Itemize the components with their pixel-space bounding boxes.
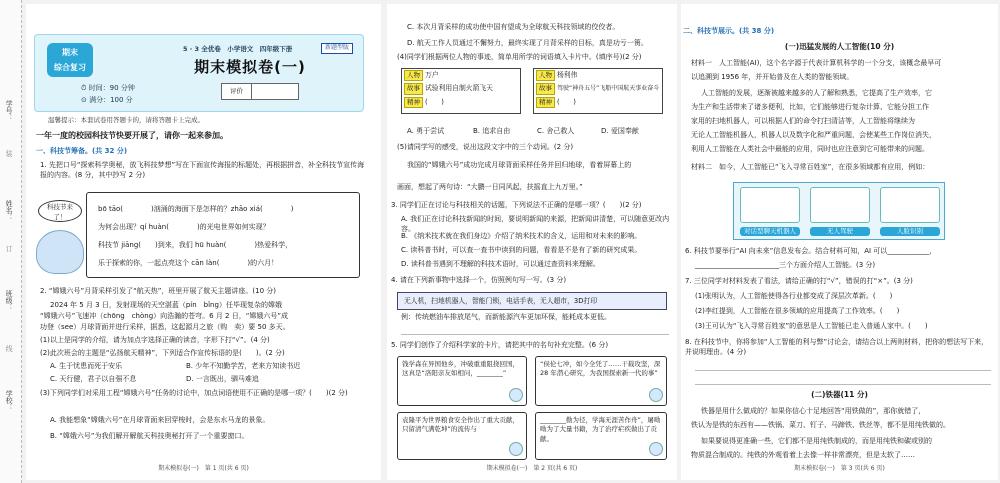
q7-item-3[interactable]: (3)王可认为“飞入寻常百姓家”的意思是人工智能已走入普通人家中。( ) bbox=[695, 322, 928, 330]
ai-examples-panel bbox=[733, 182, 945, 240]
q5-body-1: 我国的“嫦娥六号”成功完成月球背面采样任务并回归地球，看着屏幕上的 bbox=[407, 161, 632, 169]
name-label: 姓名： bbox=[5, 200, 14, 221]
q3-option-c[interactable]: C. 读科普书时，可以查一查书中读到的问题，看看是不是有了新的研究成果。 bbox=[401, 246, 642, 254]
question-7: 7. 三位同学对材料发表了看法，请给正确的打“√”，错误的打“×”。(3 分) bbox=[685, 277, 913, 285]
face-recognition-label: 人脸识别 bbox=[880, 227, 940, 236]
card-option-d[interactable]: D. 爱国奉献 bbox=[601, 127, 639, 135]
question-2: 2. “嫦娥六号”月背采样引发了“航天热”，班里开展了航天主题讲座。(10 分) bbox=[40, 287, 277, 295]
scientist-card-3-text[interactable]: 袁隆平为世界粮食安全作出了重大贡献，只留清气满乾坤”的流传与 bbox=[402, 416, 519, 434]
clock-icon-time: ⏱ 时间：90 分钟 bbox=[81, 84, 135, 92]
class-label: 班级： bbox=[5, 290, 14, 311]
iron-line-1: 铁器是用什么做成的？如果你信心十足地回答“用铁做的”，那你就错了， bbox=[701, 407, 926, 415]
card-b-spirit-blank[interactable]: ( ) bbox=[557, 97, 576, 106]
question-1: 1. 先把口号“探索科学奥秘，放飞科技梦想”写在下面宣传海报的标题处，再根据拼音，补全科技节宣传海报的内容。(8 分，其中抄写 2 分) bbox=[40, 161, 365, 180]
q2-part-3: (3)下列同学们对采用工程“嫦娥六号”任务的讨论中，加点词语使用不正确的是哪一项？( )(2 分) bbox=[40, 389, 348, 397]
question-6-cont[interactable]: ________________________三个方面介绍人工智能。(3 分) bbox=[695, 261, 876, 269]
q2-3-option-a[interactable]: A. 我能想象“嫦娥六号”在月球背面来回穿梭时，会是东水马龙的景象。 bbox=[50, 416, 270, 424]
evaluation-box[interactable] bbox=[221, 83, 299, 100]
q7-item-1[interactable]: (1)张明认为，人工智能使得各行业都变成了深层次革新。( ) bbox=[695, 292, 893, 300]
answer-line[interactable] bbox=[401, 334, 669, 335]
scientist-card-4 bbox=[535, 412, 667, 460]
person-card-b bbox=[533, 68, 663, 114]
q2-body-1: 2024 年 5 月 3 日，发射现场的天空湛蓝（pín bǐng）任毕现复杂的嫦娥 bbox=[50, 301, 282, 309]
poster-line-3[interactable]: 科技节 jiāng( )到来，我们 hū huàn( )热爱科学， bbox=[98, 241, 293, 249]
question-3: 3. 同学们正在讨论与科技相关的话题，下列说法不正确的是哪一项？( )(2 分) bbox=[391, 201, 642, 209]
page-3-footer: 期末模拟卷(一) 第 3 页(共 6 页) bbox=[794, 465, 885, 473]
exam-title: 期末模拟卷(一) bbox=[194, 58, 306, 76]
question-8: 8. 在科技节中，你将参加“人工智能的利与弊”讨论会，请结合以上两则材料，把你的想法写下来，并说明理由。(4 分) bbox=[685, 338, 989, 357]
q2-option-c[interactable]: C. 天行健，君子以自强不息 bbox=[50, 375, 137, 383]
q2-option-d[interactable]: D. 一言既出，驷马难追 bbox=[186, 375, 259, 383]
poster-line-4[interactable]: 乐于探索的你，一起点亮这个 cān làn( )的六月！ bbox=[98, 259, 279, 267]
scientist-avatar-icon bbox=[649, 388, 663, 402]
card-b-deed-label: 故事 bbox=[536, 83, 555, 94]
scientist-card-1 bbox=[397, 356, 527, 406]
exam-page-2 bbox=[387, 4, 677, 480]
time-limit: 时间：90 分钟 bbox=[88, 84, 135, 92]
question-5: 5. 同学们创作了介绍科学家的卡片，请把其中的名句补充完整。(6 分) bbox=[391, 341, 609, 349]
q2-3-option-c[interactable]: C. 本次月背采样的成功使中国有望成为全球航天科技领域的佼佼者。 bbox=[407, 23, 620, 31]
q3-option-b[interactable]: B. 《纳米技术就在我们身边》介绍了纳米技术的含义，运用和对未来的影响。 bbox=[401, 232, 642, 240]
school-label: 学校： bbox=[5, 390, 14, 411]
material-1-line-1: 材料一 人工智能(AI)，这个名字源于代表计算机科学的一个分支，该概念最早可 bbox=[691, 59, 942, 67]
q2-body-2: “嫦娥六号”飞速冲（chōng chòng）向浩瀚的苍穹。6 月 2 日，“嫦娥六号”成 bbox=[40, 312, 288, 320]
q2-part-1: (1)以上是同学的介绍，请为加点字选择正确的读音，字形下打“√”。(4 分) bbox=[40, 336, 270, 344]
card-option-c[interactable]: C. 舍己救人 bbox=[537, 127, 575, 135]
card-option-a[interactable]: A. 勇于尝试 bbox=[407, 127, 445, 135]
section-1-title: 一、科技节筹备。(共 32 分) bbox=[36, 147, 128, 155]
section-2-title: 二、科技节展示。(共 38 分) bbox=[683, 27, 775, 35]
scientist-avatar-icon bbox=[509, 442, 523, 456]
poster-line-2[interactable]: 为何会出现？qí huàn( )的光电世界如何实现？ bbox=[98, 223, 270, 231]
material-2-line: 材料二 如今，人工智能已“飞入寻常百姓家”，在很多领域都有应用，例如： bbox=[691, 163, 930, 171]
page-2-footer: 期末模拟卷(一) 第 2 页(共 6 页) bbox=[486, 465, 578, 473]
q2-part-4: (4)同学们根据两位人物的事迹，简单用所学的词语填入卡片中。(填序号)(2 分) bbox=[397, 53, 642, 61]
material-1-line-4: 为生产和生活带来了诸多便利，比如，它们能够进行复杂计算、它能分担工作 bbox=[691, 103, 929, 111]
exam-page-1 bbox=[26, 4, 381, 480]
lead-sentence: 一年一度的校园科技节快要开展了，请你一起来参加。 bbox=[36, 131, 228, 140]
card-option-b[interactable]: B. 追求自由 bbox=[473, 127, 511, 135]
new-things-box: 无人机，扫地机器人，智能门锁，电话手表，无人超市，3D打印 bbox=[397, 292, 667, 310]
bubble-line-2: 了！ bbox=[53, 213, 67, 221]
full-score: 满分：100 分 bbox=[89, 96, 133, 104]
material-1-line-3: 人工智能的发展，逐渐被越来越多的人了解和熟悉，它提高了生产效率，它 bbox=[701, 89, 932, 97]
card-a-name-label: 人物 bbox=[404, 70, 423, 81]
answer-line[interactable] bbox=[695, 370, 991, 371]
scientist-avatar-icon bbox=[509, 388, 523, 402]
scientist-card-4-text[interactable]: ________勤为径，学海无涯苦作舟”，屠呦呦为了大量书籍，为了治疗疟疾做出了贡献。 bbox=[540, 416, 661, 443]
face-recognition-icon bbox=[880, 187, 940, 223]
tear-label-2: 订 bbox=[5, 245, 14, 252]
card-a-deed: 试验利用自制火箭飞天 bbox=[425, 84, 493, 93]
card-b-name-label: 人物 bbox=[536, 70, 555, 81]
rocket-icon bbox=[36, 230, 84, 274]
score-info: ⊙ 满分：100 分 bbox=[81, 96, 133, 104]
q3-option-a[interactable]: A. 我们正在讨论科技新闻的时间，要说明新闻的来源，把新闻讲清楚，可以随意更改内容。 bbox=[401, 215, 670, 234]
card-b-deed: 驾驶“神舟五号”飞船中国航天事业奋斗 bbox=[557, 85, 660, 93]
iron-line-3: 如果要说得更准确一些，它们都不是用纯铁制成的，而是用纯铁和碳或别的 bbox=[701, 437, 932, 445]
book-info: 5 · 3 全优卷 小学语文 四年级下册 bbox=[183, 45, 293, 53]
notice: 温馨提示：本套试卷用答题卡的，请将答题卡上完成。 bbox=[48, 116, 204, 124]
passage-1-title: (一)迅猛发展的人工智能(10 分) bbox=[784, 42, 895, 51]
self-driving-icon bbox=[810, 187, 870, 223]
q3-option-d[interactable]: D. 读科普书遇到不理解的科技术语时，可以通过查资料来理解。 bbox=[401, 260, 600, 268]
material-1-line-2: 以追溯到 1956 年，并开始普及在人类的智能领域。 bbox=[691, 73, 854, 81]
poster-speech-bubble bbox=[38, 200, 82, 222]
q5-body-2: 画面，想起了两句诗：“大鹏一日同风起，扶摇直上九万里。” bbox=[397, 183, 583, 191]
binding-margin bbox=[0, 0, 22, 483]
scientist-card-2-text[interactable]: “侯伦七冲，如今全凭了……干载攻坚，深 28 年潜心研究，为我国探索新一代的事” bbox=[540, 360, 661, 378]
passage-2-title: (二)铁器(11 分) bbox=[811, 390, 868, 399]
card-a-deed-label: 故事 bbox=[404, 83, 423, 94]
badge-line-1: 期末 bbox=[62, 48, 78, 57]
student-id-label: 学号： bbox=[5, 100, 14, 121]
answer-line[interactable] bbox=[695, 384, 991, 385]
q2-body-3: 功登（see）月球背面并进行采样，据悉，这起源月之旅（购 卖）要 50 多天。 bbox=[40, 323, 290, 331]
scientist-card-2 bbox=[535, 356, 667, 406]
scientist-card-3 bbox=[397, 412, 527, 460]
self-driving-label: 无人驾驶 bbox=[810, 227, 870, 236]
page-1-footer: 期末模拟卷(一) 第 1 页(共 6 页) bbox=[158, 465, 249, 473]
header-banner bbox=[34, 34, 364, 112]
bubble-line-1: 科技节来 bbox=[47, 203, 73, 211]
scientist-card-1-text[interactable]: 钱学森在异国他乡，冲破重重阻挠回国，这真是“洛阳亲友如相问，________” bbox=[402, 360, 519, 378]
poster-line-1[interactable]: bō tāo( )汹涌的海面下是怎样的？zhāo xiá( ) bbox=[98, 205, 294, 213]
card-b-name: 杨利伟 bbox=[557, 71, 578, 79]
chatbot-label: 对话型聊天机器人 bbox=[740, 227, 800, 236]
exam-page-3 bbox=[681, 4, 998, 480]
card-a-spirit-label: 精神 bbox=[404, 97, 423, 108]
question-6[interactable]: 6. 科技节要举行“AI 向未来”信息发布会。结合材料可知，AI 可以____________， bbox=[685, 247, 937, 255]
question-4: 4. 请在下列新事物中选择一个，仿照例句写一写。(3 分) bbox=[391, 276, 567, 284]
card-a-spirit-blank[interactable]: ( ) bbox=[425, 97, 444, 106]
example-sentence: 例：传统燃油车排放尾气，而新能源汽车更加环保，能耗成本更低。 bbox=[401, 313, 611, 321]
tear-label-3: 线 bbox=[5, 345, 14, 352]
card-b-spirit-label: 精神 bbox=[536, 97, 555, 108]
q7-item-2[interactable]: (2)李红提到，人工智能在很多领域的应用提高了工作效率。( ) bbox=[695, 307, 900, 315]
q2-option-a[interactable]: A. 生于忧患而死于安乐 bbox=[50, 362, 123, 370]
q2-3-option-b[interactable]: B. “嫦娥六号”为我们解开解航天科技奥秘打开了一个重要窗口。 bbox=[50, 432, 249, 440]
badge-line-2: 综合复习 bbox=[54, 63, 86, 72]
edition-tag: 新题型版 bbox=[321, 43, 353, 54]
material-1-line-5: 家用的扫地机器人，可以根据人们的命令打扫清洁等，人工智能将继续为 bbox=[691, 117, 915, 125]
evaluation-label: 评价 bbox=[222, 84, 252, 99]
iron-line-2: 铁认为是铁的东西有——铁锅、菜刀、钉子、马蹄铁、铁丝等，都不是用纯铁做的。 bbox=[691, 421, 950, 429]
card-a-name: 万户 bbox=[425, 71, 439, 79]
scientist-avatar-icon bbox=[649, 442, 663, 456]
q2-part-2: (2)此次班会的主题是“弘扬航天精神”，下列适合作宣传标语的是( )。(2 分) bbox=[40, 349, 285, 357]
material-1-line-6: 无论人工智能机器人，机器人以及数字化和严重问题，会使某些工作岗位消失， bbox=[691, 131, 936, 139]
q2-option-b[interactable]: B. 少年不知勤学苦，老来方知读书迟 bbox=[186, 362, 301, 370]
chatbot-icon bbox=[740, 187, 800, 223]
iron-line-4: 物质混合制成的。纯铁的外观看着上去像一样非常漂亮，但是太软了…… bbox=[691, 451, 915, 459]
review-badge bbox=[47, 43, 93, 77]
tear-label-1: 装 bbox=[5, 150, 14, 157]
q2-3-option-d[interactable]: D. 航天工作人员通过不懈努力，最终实现了月背采样的目标，真是功亏一篑。 bbox=[407, 39, 648, 47]
person-card-a bbox=[401, 68, 521, 114]
q2-part-5: (5)请同学写的感受，说出这段文字中的三个动词。(2 分) bbox=[397, 143, 574, 151]
material-1-line-7: 利用人工智能在人类社会中最能的应用，同时也应注意到它可能带来的问题。 bbox=[691, 145, 929, 153]
